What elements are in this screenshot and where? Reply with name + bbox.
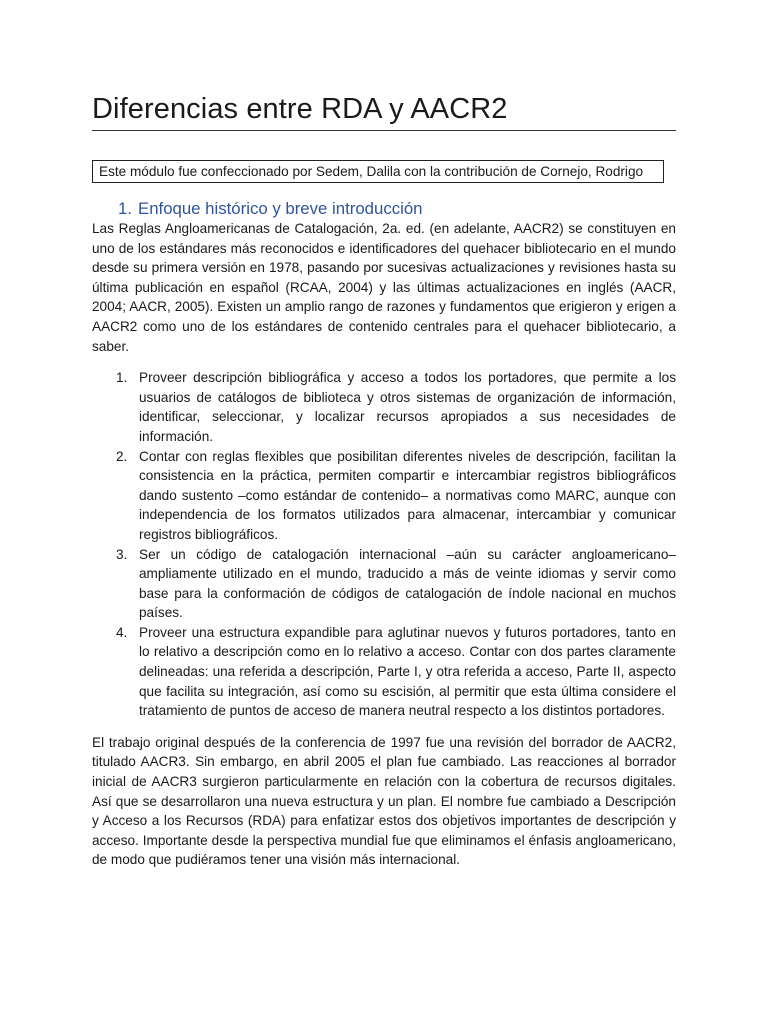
section-number: 1.: [118, 199, 132, 218]
page-title: Diferencias entre RDA y AACR2: [92, 90, 676, 131]
section-heading-text: Enfoque histórico y breve introducción: [138, 199, 423, 218]
section-heading: [118, 199, 676, 219]
reasons-list: [92, 368, 676, 721]
credit-box: Este módulo fue confeccionado por Sedem, Dalila con la contribución de Cornejo, Rodrigo: [92, 160, 664, 183]
list-item-text: Contar con reglas flexibles que posibilitan diferentes niveles de descripción, facilitan la consistencia en la práctica, permiten compartir e intercambiar registros bibliográficos dando sustento –como estándar de contenido– a normativas como MARC, aunque con independencia de los formatos utilizados para almacenar, intercambiar y comunicar registros bibliográficos.: [139, 448, 676, 542]
list-item-number: 1.: [116, 370, 128, 386]
list-item: [92, 368, 676, 446]
list-item-number: 2.: [116, 448, 128, 464]
list-item: [92, 447, 676, 545]
closing-paragraph: El trabajo original después de la conferencia de 1997 fue una revisión del borrador de AACR2, titulado AACR3. Sin embargo, en abril 2005 el plan fue cambiado. Las reacciones al borrador inicial de AACR3 surgieron particularmente en relación con la cobertura de recursos digitales. Así que se desarrollaron una nueva estructura y un plan. El nombre fue cambiado a Descripción y Acceso a los Recursos (RDA) para enfatizar estos dos objetivos importantes de descripción y acceso. Importante desde la perspectiva mundial fue que eliminamos el énfasis angloamericano, de modo que pudiéramos tener una visión más internacional.: [92, 734, 676, 868]
list-item: [92, 623, 676, 721]
list-item-text: Proveer una estructura expandible para aglutinar nuevos y futuros portadores, tanto en lo relativo a descripción como en lo relativo a acceso. Contar con dos partes claramente delineadas: una referida a descripción, Parte I, y otra referida a acceso, Parte II, aspecto que facilita su integración, así como su escisión, al permitir que esta última considere el tratamiento de puntos de acceso de manera neutral respecto a los distintos portadores.: [139, 624, 676, 719]
list-item-text: Proveer descripción bibliográfica y acceso a todos los portadores, que permite a los usuarios de catálogos de biblioteca y otros sistemas de organización de información, identificar, seleccionar, y localizar recursos apropiados a sus necesidades de información.: [139, 370, 676, 444]
intro-paragraph: Las Reglas Angloamericanas de Catalogación, 2a. ed. (en adelante, AACR2) se constituyen en uno de los estándares más reconocidos e identificadores del quehacer bibliotecario en el mundo desde su primera versión en 1978, pasando por sucesivas actualizaciones y revisiones hasta su última publicación en español (RCAA, 2004) y las últimas actualizaciones en inglés (AACR, 2004; AACR, 2005). Existen un amplio rango de razones y fundamentos que erigieron y erigen a AACR2 como uno de los estándares de contenido centrales para el quehacer bibliotecario, a saber.: [92, 221, 676, 354]
list-item-number: 4.: [116, 624, 128, 640]
list-item-text: Ser un código de catalogación internacional –aún su carácter angloamericano– ampliamente utilizado en el mundo, traducido a más de veinte idiomas y servir como base para la conformación de códigos de catalogación de índole nacional en muchos países.: [139, 546, 676, 621]
list-item: [92, 545, 676, 623]
list-item-number: 3.: [116, 546, 128, 562]
